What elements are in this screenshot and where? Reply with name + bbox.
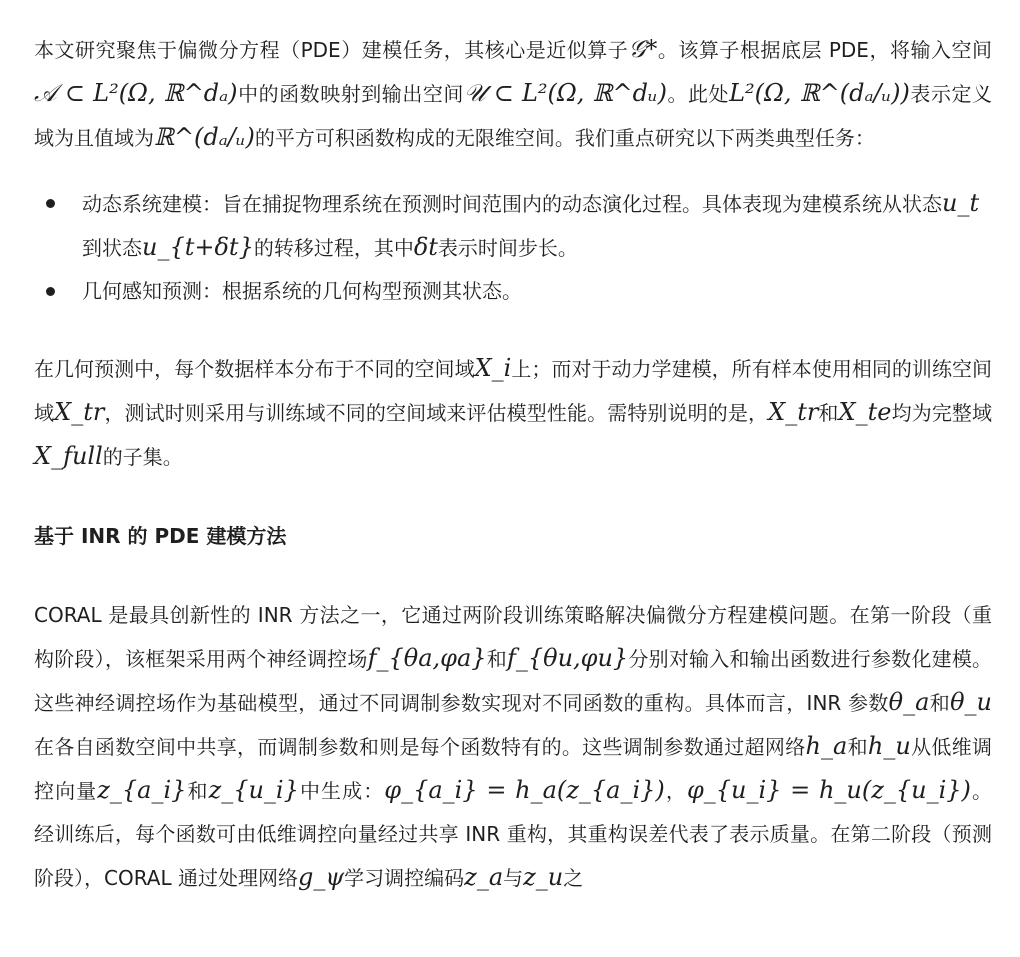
- intro-text-4: 。此处: [666, 82, 730, 106]
- task-list: [34, 182, 992, 313]
- formula-h-u: h_u: [867, 732, 911, 760]
- formula-x-tr: X_tr: [54, 398, 105, 426]
- section-heading: 基于 INR 的 PDE 建模方法: [34, 524, 287, 548]
- intro-text-1: 本文研究聚焦于偏微分方程（PDE）建模任务，其核心是近似算子: [34, 38, 629, 62]
- intro-paragraph: [34, 28, 992, 160]
- formula-theta-u: θ_u: [950, 688, 992, 716]
- formula-theta-a: θ_a: [888, 688, 930, 716]
- formula-f-u: f_{θu,φu}: [506, 644, 629, 672]
- formula-x-i: X_i: [474, 354, 512, 382]
- formula-z-a: z_a: [464, 863, 504, 891]
- formula-x-te: X_te: [838, 398, 892, 426]
- operator-g-star: 𝒢*: [628, 35, 658, 63]
- document-body: [34, 28, 992, 900]
- geometry-paragraph: 在几何预测中，每个数据样本分布于不同的空间域X_i上；而对于动力学建模，所有样本使用相同的训练空间域X_tr，测试时则采用与训练域不同的空间域来评估模型性能。需特别说明的是，X_tr和X_te均为完整域X_full的子集。: [34, 354, 993, 470]
- formula-delta-t: δt: [413, 233, 438, 261]
- list-item: 动态系统建模：旨在捕捉物理系统在预测时间范围内的动态演化过程。具体表现为建模系统从状态u_t到状态u_{t+δt}的转移过程，其中δt表示时间步长。: [34, 182, 992, 270]
- bullet-icon: [46, 287, 55, 296]
- input-space-formula: 𝒜 ⊂ L²(Ω, ℝ^dₐ): [34, 79, 238, 107]
- formula-h-a: h_a: [805, 732, 848, 760]
- intro-text-5: 表示定义域为且值域为: [34, 82, 993, 150]
- formula-phi-u-i: φ_{u_i} = h_u(z_{u_i}): [686, 776, 971, 804]
- intro-text-3: 中的函数映射到输出空间: [237, 82, 464, 106]
- formula-z-a-i: z_{a_i}: [97, 776, 187, 804]
- formula-g-psi: g_ψ: [297, 863, 345, 891]
- formula-x-full: X_full: [34, 442, 103, 470]
- formula-z-u-i: z_{u_i}: [208, 776, 299, 804]
- bullet-icon: [46, 199, 55, 208]
- list-item: 几何感知预测：根据系统的几何构型预测其状态。: [34, 270, 992, 313]
- formula-u-t-dt: u_{t+δt}: [142, 233, 254, 261]
- coral-paragraph: CORAL 是最具创新性的 INR 方法之一，它通过两阶段训练策略解决偏微分方程建模问题。在第一阶段（重构阶段），该框架采用两个神经调控场f_{θa,φa}和f_{θu,φu}分别对输入和输出函数进行参数化建模。这些神经调控场作为基础模型，通过不同调制参数实现对不同函数的重构。具体而言，INR 参数θ_a和θ_u在各自函数空间中共享，而调制参数和则是每个函数特有的。这些调制参数通过超网络h_a和h_u从低维调控向量z_{a_i}和z_{u_i}中生成：φ_{a_i} = h_a(z_{a_i})，φ_{u_i} = h_u(z_{u_i})。经训练后，每个函数可由低维调控向量经过共享 INR 重构，其重构误差代表了表示质量。在第二阶段（预测阶段），CORAL 通过处理网络g_ψ学习调控编码z_a与z_u之: [34, 603, 993, 891]
- formula-z-u: z_u: [523, 863, 564, 891]
- formula-phi-a-i: φ_{a_i} = h_a(z_{a_i}): [384, 776, 665, 804]
- formula-x-tr-2: X_tr: [768, 398, 819, 426]
- output-space-formula: 𝒰 ⊂ L²(Ω, ℝ^dᵤ): [463, 79, 667, 107]
- formula-u-t: u_t: [942, 189, 980, 217]
- range-formula: ℝ^(dₐ/ᵤ): [154, 123, 255, 151]
- formula-f-a: f_{θa,φa}: [367, 644, 487, 672]
- intro-text-2: 。该算子根据底层 PDE，将输入空间: [657, 38, 992, 62]
- intro-text-6: 的平方可积函数构成的无限维空间。我们重点研究以下两类典型任务：: [254, 126, 875, 150]
- l2-space-formula: L²(Ω, ℝ^(dₐ/ᵤ)): [729, 79, 910, 107]
